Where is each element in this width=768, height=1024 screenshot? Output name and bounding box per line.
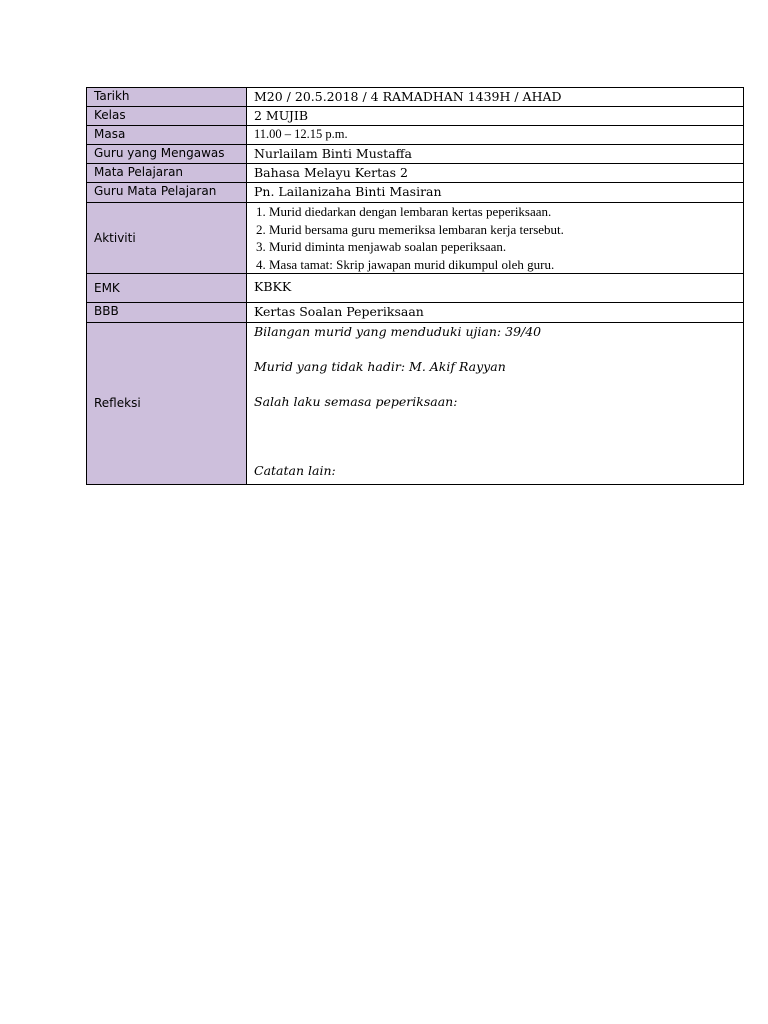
value-emk: KBKK xyxy=(247,274,744,303)
activity-item: 4. Masa tamat: Skrip jawapan murid dikumpul oleh guru. xyxy=(256,256,555,272)
row-aktiviti xyxy=(87,203,744,274)
label-kelas: Kelas xyxy=(87,107,247,126)
row-guru-mengawas xyxy=(87,145,744,164)
refleksi-catatan: Catatan lain: xyxy=(254,463,336,478)
refleksi-salah-laku: Salah laku semasa peperiksaan: xyxy=(254,394,458,409)
value-refleksi xyxy=(247,323,744,485)
lesson-record-table xyxy=(86,87,744,485)
row-guru-mata-pelajaran xyxy=(87,183,744,203)
row-kelas xyxy=(87,107,744,126)
label-masa: Masa xyxy=(87,126,247,145)
label-aktiviti: Aktiviti xyxy=(87,203,247,274)
activity-item: 1. Murid diedarkan dengan lembaran kertas peperiksaan. xyxy=(256,204,552,219)
value-bbb: Kertas Soalan Peperiksaan xyxy=(247,303,744,323)
label-emk: EMK xyxy=(87,274,247,303)
label-bbb: BBB xyxy=(87,303,247,323)
row-bbb xyxy=(87,303,744,323)
label-mata-pelajaran: Mata Pelajaran xyxy=(87,164,247,183)
value-guru-mengawas: Nurlailam Binti Mustaffa xyxy=(247,145,744,164)
activity-item: 3. Murid diminta menjawab soalan peperiksaan. xyxy=(256,239,507,254)
row-mata-pelajaran xyxy=(87,164,744,183)
label-tarikh: Tarikh xyxy=(87,88,247,107)
label-guru-mengawas: Guru yang Mengawas xyxy=(87,145,247,164)
value-tarikh: M20 / 20.5.2018 / 4 RAMADHAN 1439H / AHAD xyxy=(247,88,744,107)
value-aktiviti xyxy=(247,203,744,274)
refleksi-tidak-hadir: Murid yang tidak hadir: M. Akif Rayyan xyxy=(254,359,506,374)
row-tarikh xyxy=(87,88,744,107)
row-refleksi xyxy=(87,323,744,485)
label-refleksi: Refleksi xyxy=(87,323,247,485)
refleksi-bilangan: Bilangan murid yang menduduki ujian: 39/40 xyxy=(254,324,542,339)
row-masa xyxy=(87,126,744,145)
value-masa: 11.00 – 12.15 p.m. xyxy=(247,126,744,145)
activity-item: 2. Murid bersama guru memeriksa lembaran kerja tersebut. xyxy=(256,221,564,237)
value-kelas: 2 MUJIB xyxy=(247,107,744,126)
label-guru-mata-pelajaran: Guru Mata Pelajaran xyxy=(87,183,247,203)
value-mata-pelajaran: Bahasa Melayu Kertas 2 xyxy=(247,164,744,183)
row-emk xyxy=(87,274,744,303)
value-guru-mata-pelajaran: Pn. Lailanizaha Binti Masiran xyxy=(247,183,744,203)
activity-list xyxy=(254,203,736,273)
